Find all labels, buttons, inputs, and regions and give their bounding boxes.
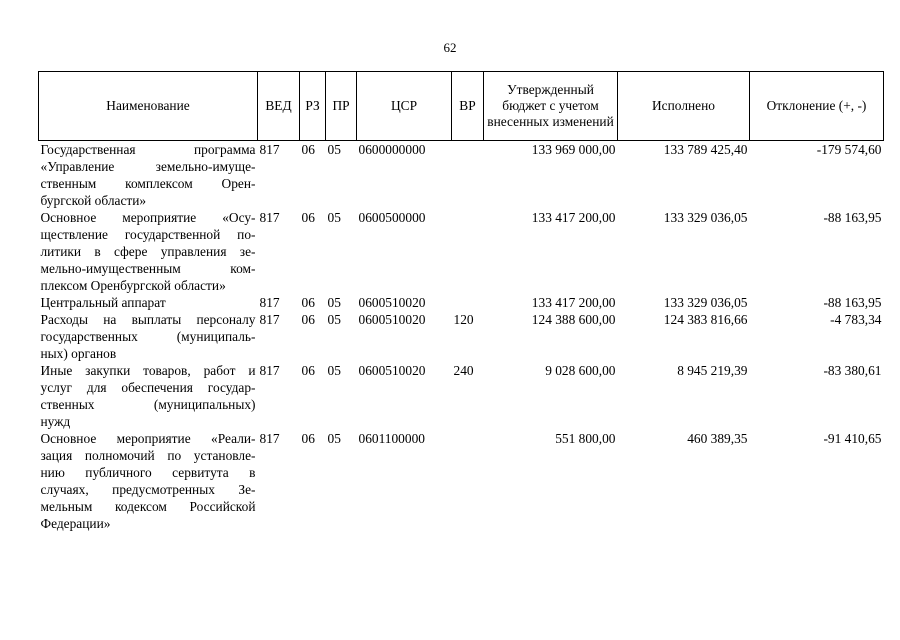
- header-executed: Исполнено: [618, 72, 750, 141]
- header-pr: ПР: [326, 72, 357, 141]
- row-vr: 120: [453, 312, 474, 327]
- row-pr: 05: [327, 363, 341, 378]
- row-ved: 817: [259, 142, 280, 157]
- header-name: Наименование: [39, 72, 258, 141]
- row-rz: 06: [301, 431, 315, 446]
- header-rz: РЗ: [300, 72, 326, 141]
- row-name: [39, 362, 258, 430]
- row-csr: 0600500000: [358, 210, 426, 225]
- row-rz: 06: [301, 363, 315, 378]
- row-name-line: государственных (муниципаль-: [40, 329, 256, 344]
- row-name: [39, 141, 258, 210]
- row-name-line: ственных (муниципальных): [40, 397, 256, 412]
- row-name-line: Расходы на выплаты персоналу: [40, 312, 256, 327]
- row-approved: 133 417 200,00: [531, 210, 616, 225]
- row-vr: [452, 430, 484, 532]
- row-name-line: бургской области»: [40, 193, 147, 208]
- row-ved: 817: [259, 295, 280, 310]
- row-vr: [452, 141, 484, 210]
- row-executed: 8 945 219,39: [677, 363, 748, 378]
- row-rz: 06: [301, 142, 315, 157]
- row-name-line: Иные закупки товаров, работ и: [40, 363, 256, 378]
- table-row: [39, 430, 884, 532]
- header-vr: ВР: [452, 72, 484, 141]
- row-name: [39, 209, 258, 294]
- row-name: [39, 311, 258, 362]
- table-header: [39, 72, 884, 141]
- row-approved: 133 417 200,00: [531, 295, 616, 310]
- row-executed: 133 789 425,40: [663, 142, 748, 157]
- table-row: [39, 141, 884, 210]
- row-ved: 817: [259, 431, 280, 446]
- row-approved: 133 969 000,00: [531, 142, 616, 157]
- row-name-line: ществление государственной по-: [40, 227, 256, 242]
- row-name-line: нию публичного сервитута в: [40, 465, 256, 480]
- row-csr: 0600000000: [358, 142, 426, 157]
- row-executed: 133 329 036,05: [663, 210, 748, 225]
- row-rz: 06: [301, 210, 315, 225]
- header-deviation: Отклонение (+, -): [750, 72, 884, 141]
- row-name: [39, 430, 258, 532]
- row-name-line: зация полномочий по установле-: [40, 448, 256, 463]
- row-ved: 817: [259, 210, 280, 225]
- row-vr: [452, 209, 484, 294]
- row-name: [39, 294, 258, 311]
- row-csr: 0600510020: [358, 312, 426, 327]
- row-name-line: нужд: [40, 414, 71, 429]
- row-deviation: -179 574,60: [816, 142, 882, 157]
- row-approved: 9 028 600,00: [545, 363, 616, 378]
- row-rz: 06: [301, 312, 315, 327]
- row-deviation: -88 163,95: [823, 210, 882, 225]
- header-ved: ВЕД: [258, 72, 300, 141]
- row-name-line: ственным комплексом Орен-: [40, 176, 256, 191]
- row-approved: 551 800,00: [555, 431, 616, 446]
- row-name-line: Федерации»: [40, 516, 111, 531]
- row-rz: 06: [301, 295, 315, 310]
- row-name-line: мельно-имущественным ком-: [40, 261, 256, 276]
- row-ved: 817: [259, 312, 280, 327]
- table-body: [39, 141, 884, 533]
- table-row: [39, 209, 884, 294]
- row-name-line: случаях, предусмотренных Зе-: [40, 482, 256, 497]
- budget-table: [38, 71, 884, 532]
- row-approved: 124 388 600,00: [531, 312, 616, 327]
- header-csr: ЦСР: [357, 72, 452, 141]
- row-name-line: Основное мероприятие «Осу-: [40, 210, 256, 225]
- row-name-line: Основное мероприятие «Реали-: [40, 431, 256, 446]
- row-deviation: -4 783,34: [830, 312, 882, 327]
- row-deviation: -83 380,61: [823, 363, 882, 378]
- row-name-line: плексом Оренбургской области»: [40, 278, 226, 293]
- row-name-line: услуг для обеспечения государ-: [40, 380, 256, 395]
- row-name-line: «Управление земельно-имуще-: [40, 159, 256, 174]
- row-csr: 0601100000: [358, 431, 425, 446]
- row-name-line: Государственная программа: [40, 142, 256, 157]
- row-ved: 817: [259, 363, 280, 378]
- row-name-line: мельным кодексом Российской: [40, 499, 256, 514]
- row-pr: 05: [327, 295, 341, 310]
- row-name-line: Центральный аппарат: [40, 295, 166, 310]
- row-executed: 133 329 036,05: [663, 295, 748, 310]
- row-deviation: -91 410,65: [823, 431, 882, 446]
- row-vr: 240: [453, 363, 474, 378]
- row-pr: 05: [327, 312, 341, 327]
- row-deviation: -88 163,95: [823, 295, 882, 310]
- row-vr: [452, 294, 484, 311]
- row-pr: 05: [327, 431, 341, 446]
- row-name-line: литики в сфере управления зе-: [40, 244, 256, 259]
- row-pr: 05: [327, 142, 341, 157]
- row-csr: 0600510020: [358, 295, 426, 310]
- table-row: [39, 311, 884, 362]
- row-pr: 05: [327, 210, 341, 225]
- row-executed: 124 383 816,66: [663, 312, 748, 327]
- row-name-line: ных) органов: [40, 346, 117, 361]
- table-row: [39, 362, 884, 430]
- row-executed: 460 389,35: [687, 431, 748, 446]
- row-csr: 0600510020: [358, 363, 426, 378]
- header-approved: Утвержденный бюджет с учетом внесенных изменений: [484, 72, 618, 141]
- table-row: [39, 294, 884, 311]
- page-number: 62: [443, 40, 457, 55]
